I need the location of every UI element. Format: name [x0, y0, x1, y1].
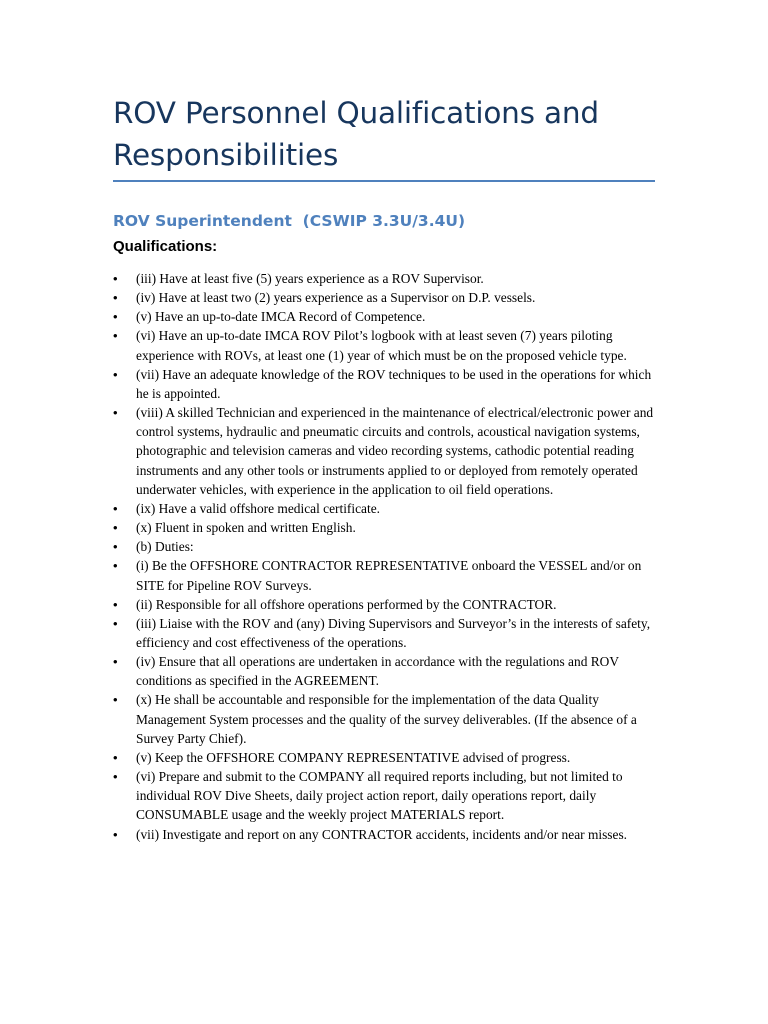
list-item — [113, 326, 658, 364]
list-item-text: (i) Be the OFFSHORE CONTRACTOR REPRESENTATIVE onboard the VESSEL and/or on SITE for Pipeline ROV Surveys. — [136, 558, 642, 593]
list-item-text: (vii) Investigate and report on any CONTRACTOR accidents, incidents and/or near misses. — [136, 826, 628, 842]
bullet-icon: • — [113, 405, 118, 421]
list-item — [113, 556, 658, 594]
bullet-icon: • — [113, 596, 118, 612]
list-item — [113, 825, 658, 844]
list-item-text: (iv) Ensure that all operations are undertaken in accordance with the regulations and ROV conditions as specified in the AGREEMENT. — [136, 654, 619, 689]
bullet-icon: • — [113, 328, 118, 344]
bullet-icon: • — [113, 500, 118, 516]
list-item — [113, 652, 658, 690]
bullet-icon: • — [113, 692, 118, 708]
list-item — [113, 690, 658, 747]
title-underline-rule — [113, 180, 655, 182]
bullet-icon: • — [113, 309, 118, 325]
list-item — [113, 537, 658, 556]
qualifications-list — [113, 269, 658, 844]
list-item-text: (viii) A skilled Technician and experienced in the maintenance of electrical/electronic power and control systems, hydraulic and pneumatic circuits and controls, acoustical navigation systems, photographic and television cameras and video recording systems, cathodic potential reading instruments and any other tools or instruments applied to or deployed from remotely operated underwater vehicles, with experience in the application to oil field operations. — [136, 405, 654, 497]
list-item — [113, 499, 658, 518]
list-item — [113, 403, 658, 499]
bullet-icon: • — [113, 271, 118, 286]
bullet-icon: • — [113, 654, 118, 670]
list-item-text: (v) Have an up-to-date IMCA Record of Competence. — [136, 309, 426, 325]
bullet-icon: • — [113, 558, 118, 574]
bullet-icon: • — [113, 749, 118, 765]
list-item — [113, 748, 658, 767]
list-item — [113, 518, 658, 537]
list-item — [113, 365, 658, 403]
bullet-icon: • — [113, 366, 118, 382]
list-item-text: (ix) Have a valid offshore medical certificate. — [136, 500, 381, 516]
list-item-text: (x) He shall be accountable and responsible for the implementation of the data Quality Management System processes and the quality of the survey deliverables. (If the absence of a Survey Party Chief). — [136, 692, 637, 746]
bullet-icon: • — [113, 539, 118, 555]
bullet-icon: • — [113, 520, 118, 536]
list-item-text: (vi) Have an up-to-date IMCA ROV Pilot’s logbook with at least seven (7) years piloting experience with ROVs, at least one (1) year of which must be on the proposed vehicle type. — [136, 328, 627, 363]
page-title: ROV Personnel Qualifications and Responsibilities — [113, 96, 599, 172]
list-item — [113, 595, 658, 614]
list-item — [113, 269, 658, 288]
list-item-text: (vii) Have an adequate knowledge of the ROV techniques to be used in the operations for which he is appointed. — [136, 366, 652, 401]
list-item-text: (vi) Prepare and submit to the COMPANY all required reports including, but not limited to individual ROV Dive Sheets, daily project action report, daily operations report, daily CONSUMABLE usage and the weekly project MATERIALS report. — [136, 769, 623, 823]
list-item-text: (v) Keep the OFFSHORE COMPANY REPRESENTATIVE advised of progress. — [136, 749, 571, 765]
list-item — [113, 767, 658, 824]
bullet-icon: • — [113, 290, 118, 306]
bullet-icon: • — [113, 826, 118, 842]
list-item-text: (ii) Responsible for all offshore operations performed by the CONTRACTOR. — [136, 596, 557, 612]
list-item — [113, 307, 658, 326]
section-heading: ROV Superintendent (CSWIP 3.3U/3.4U) — [113, 212, 466, 230]
list-item-text: (iii) Have at least five (5) years experience as a ROV Supervisor. — [136, 271, 484, 286]
list-item-text: (b) Duties: — [136, 539, 194, 555]
list-item-text: (x) Fluent in spoken and written English. — [136, 520, 356, 536]
bullet-icon: • — [113, 615, 118, 631]
bullet-icon: • — [113, 769, 118, 785]
list-item — [113, 288, 658, 307]
qualifications-subheading: Qualifications: — [113, 238, 218, 255]
list-item — [113, 614, 658, 652]
list-item-text: (iii) Liaise with the ROV and (any) Diving Supervisors and Surveyor’s in the interests of safety, efficiency and cost effectiveness of the operations. — [136, 615, 651, 650]
list-item-text: (iv) Have at least two (2) years experience as a Supervisor on D.P. vessels. — [136, 290, 536, 306]
